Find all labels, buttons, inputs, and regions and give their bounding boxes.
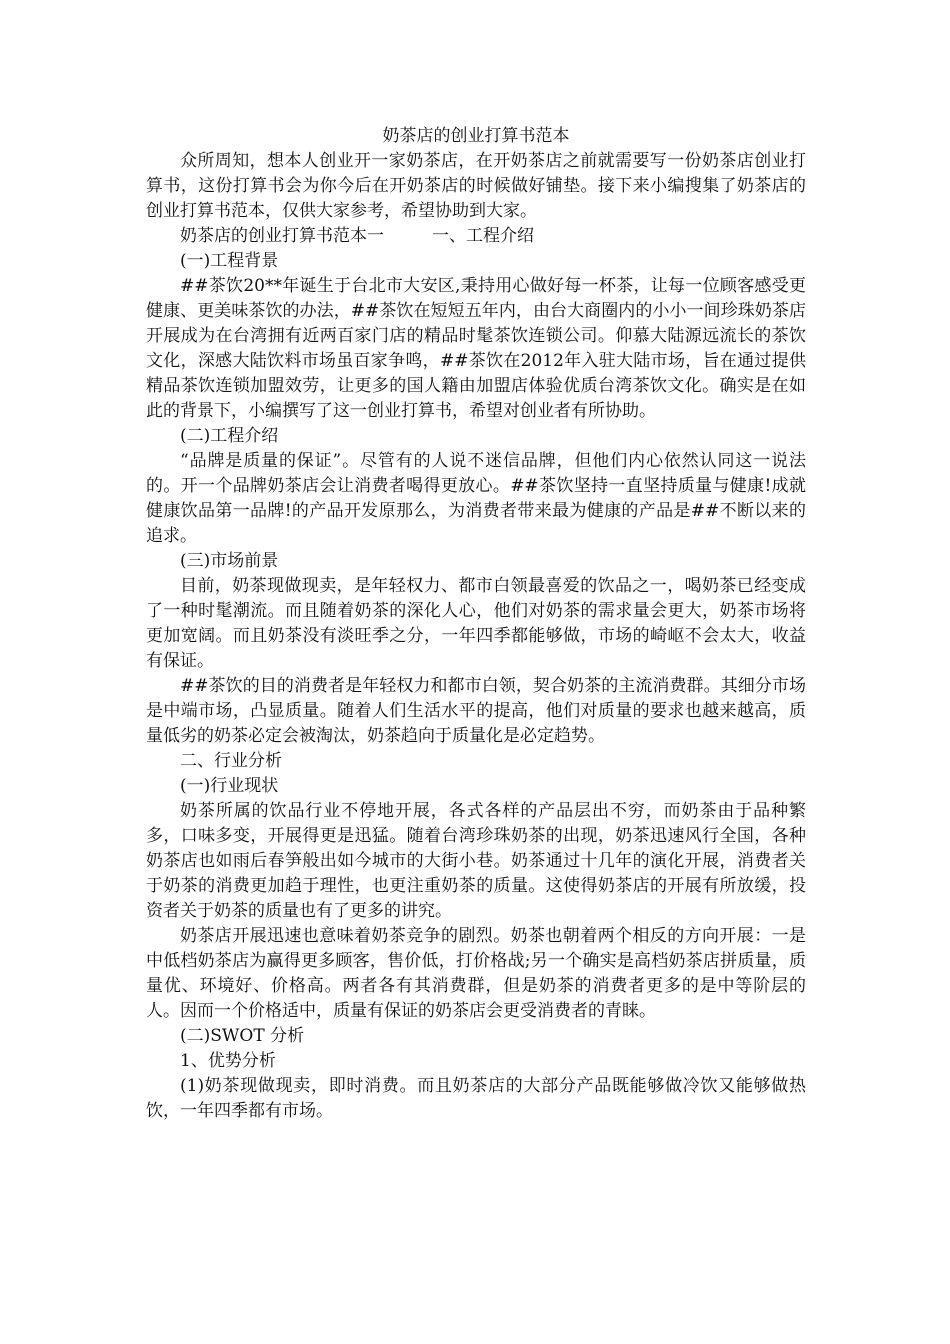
section-1-2-heading: (二)工程介绍 (180, 426, 279, 446)
section-2-1-heading: (一)行业现状 (180, 776, 279, 796)
sample-heading-line (146, 224, 806, 249)
section-2-heading: 二、行业分析 (180, 751, 282, 771)
section-1-1-heading: (一)工程背景 (180, 251, 279, 271)
intro-paragraph: 众所周知，想本人创业开一家奶茶店，在开奶茶店之前就需要写一份奶茶店创业打算书，这份打算书会为你今后在开奶茶店的时候做好铺垫。接下来小编搜集了奶茶店的创业打算书范本，仅供大家参考，希望协助到大家。 (146, 151, 806, 221)
section-1-3-body-2: ##茶饮的目的消费者是年轻权力和都市白领，契合奶茶的主流消费群。其细分市场是中端市场，凸显质量。随着人们生活水平的提高，他们对质量的要求也越来越高，质量低劣的奶茶必定会被淘汰，奶茶趋向于质量化是必定趋势。 (146, 676, 806, 746)
section-1-1-body: ##茶饮20**年诞生于台北市大安区,秉持用心做好每一杯茶，让每一位顾客感受更健康、更美味茶饮的办法，##茶饮在短短五年内，由台大商圈内的小小一间珍珠奶茶店开展成为在台湾拥有近两百家门店的精品时髦茶饮连锁公司。仰慕大陆源远流长的茶饮文化，深感大陆饮料市场虽百家争鸣，##茶饮在2012年入驻大陆市场，旨在通过提供精品茶饮连锁加盟效劳，让更多的国人籍由加盟店体验优质台湾茶饮文化。确实是在如此的背景下，小编撰写了这一创业打算书，希望对创业者有所协助。 (146, 276, 806, 421)
document-title: 奶茶店的创业打算书范本 (382, 126, 570, 146)
sample-label: 奶茶店的创业打算书范本一 (180, 226, 384, 246)
section-2-1-body-2: 奶茶店开展迅速也意味着奶茶竞争的剧烈。奶茶也朝着两个相反的方向开展：一是中低档奶茶店为赢得更多顾客，售价低，打价格战;另一个确实是高档奶茶店拼质量，质量优、环境好、价格高。两者各有其消费群，但是奶茶的消费者更多的是中等阶层的人。因而一个价格适中，质量有保证的奶茶店会更受消费者的青睐。 (146, 926, 806, 1021)
section-1-heading: 一、工程介绍 (432, 226, 534, 246)
section-2-1-body-1: 奶茶所属的饮品行业不停地开展，各式各样的产品层出不穷，而奶茶由于品种繁多，口味多变，开展得更是迅猛。随着台湾珍珠奶茶的出现，奶茶迅速风行全国，各种奶茶店也如雨后春笋般出如今城市的大街小巷。奶茶通过十几年的演化开展，消费者关于奶茶的消费更加趋于理性，也更注重奶茶的质量。这使得奶茶店的开展有所放缓，投资者关于奶茶的质量也有了更多的讲究。 (146, 801, 806, 921)
section-1-3-heading: (三)市场前景 (180, 551, 279, 571)
section-2-2-item-1: (1)奶茶现做现卖，即时消费。而且奶茶店的大部分产品既能够做冷饮又能够做热饮，一年四季都有市场。 (146, 1076, 806, 1121)
document-page (146, 124, 806, 1124)
section-2-2-heading: (二)SWOT 分析 (180, 1026, 305, 1046)
section-1-2-body: “品牌是质量的保证”。尽管有的人说不迷信品牌，但他们内心依然认同这一说法的。开一个品牌奶茶店会让消费者喝得更放心。##茶饮坚持一直坚持质量与健康!成就健康饮品第一品牌!的产品开发原那么，为消费者带来最为健康的产品是##不断以来的追求。 (146, 451, 806, 546)
section-1-3-body-1: 目前，奶茶现做现卖，是年轻权力、都市白领最喜爱的饮品之一，喝奶茶已经变成了一种时髦潮流。而且随着奶茶的深化人心，他们对奶茶的需求量会更大，奶茶市场将更加宽阔。而且奶茶没有淡旺季之分，一年四季都能够做，市场的崎岖不会太大，收益有保证。 (146, 576, 806, 671)
section-2-2-subheading: 1、优势分析 (180, 1051, 276, 1071)
